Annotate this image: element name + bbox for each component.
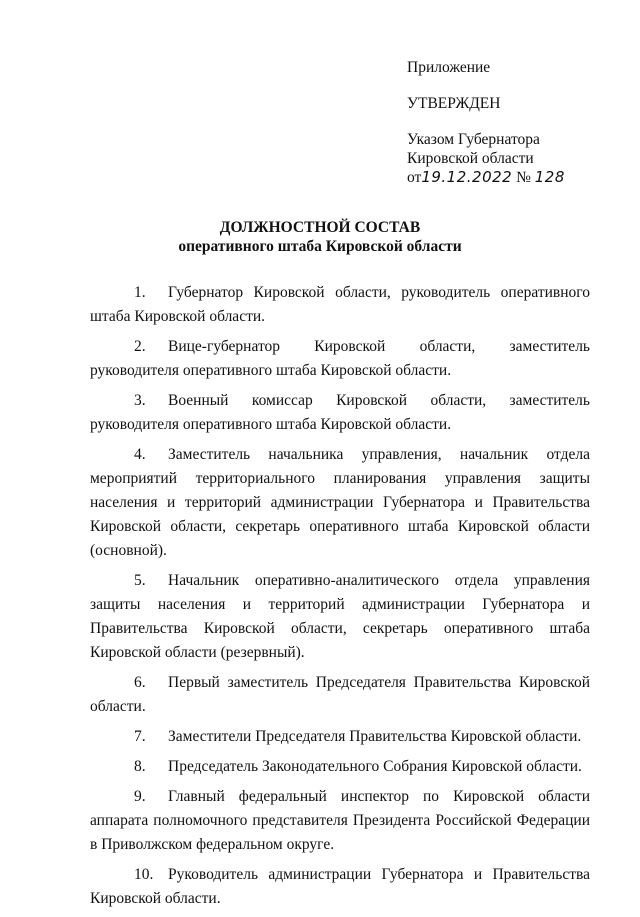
decree-line-1: Указом Губернатора xyxy=(407,131,540,148)
list-item xyxy=(90,671,590,719)
approved-label: УТВЕРЖДЕН xyxy=(407,95,501,112)
item-text: Председатель Законодательного Собрания Кировской области. xyxy=(168,758,582,775)
list-item xyxy=(90,863,590,911)
number-sign: № xyxy=(516,169,531,186)
item-number: 6. xyxy=(134,674,146,691)
item-text: Начальник оперативно-аналитического отдела управления защиты населения и территорий администрации Губернатора и Правительства Кировской области, секретарь оперативного штаба Кировской области (резервный). xyxy=(90,572,590,661)
approval-block xyxy=(407,58,627,187)
list-item xyxy=(90,785,590,857)
item-text: Заместители Председателя Правительства Кировской области. xyxy=(168,728,582,745)
item-text: Руководитель администрации Губернатора и Правительства Кировской области. xyxy=(90,866,590,907)
list-item xyxy=(90,569,590,665)
title-line-1: ДОЛЖНОСТНОЙ СОСТАВ xyxy=(219,219,421,236)
item-text: Вице-губернатор Кировской области, заместитель руководителя оперативного штаба Кировской области. xyxy=(90,338,590,379)
item-number: 8. xyxy=(134,758,146,775)
item-number: 2. xyxy=(134,338,146,355)
decree-line-2: Кировской области xyxy=(407,150,534,167)
item-number: 4. xyxy=(134,446,146,463)
handwritten-date: 19.12.2022 xyxy=(421,168,513,186)
document-title xyxy=(0,218,640,256)
composition-list xyxy=(90,281,590,917)
decree-date-line xyxy=(407,168,627,187)
appendix-label: Приложение xyxy=(407,59,491,76)
list-item xyxy=(90,443,590,563)
title-line-2: оперативного штаба Кировской области xyxy=(178,238,462,255)
list-item xyxy=(90,335,590,383)
item-text: Заместитель начальника управления, начальник отдела мероприятий территориального планирования управления защиты населения и территорий администрации Губернатора и Правительства Кировской области, секретарь оперативного штаба Кировской области (основной). xyxy=(90,446,590,559)
handwritten-number: 128 xyxy=(534,168,565,186)
item-number: 9. xyxy=(134,788,146,805)
item-text: Первый заместитель Председателя Правительства Кировской области. xyxy=(90,674,590,715)
date-prefix: от xyxy=(407,169,422,186)
item-number: 10. xyxy=(134,866,154,883)
item-text: Военный комиссар Кировской области, заместитель руководителя оперативного штаба Кировской области. xyxy=(90,392,590,433)
item-number: 1. xyxy=(134,284,146,301)
item-number: 3. xyxy=(134,392,146,409)
list-item xyxy=(90,725,590,749)
list-item xyxy=(90,281,590,329)
item-text: Губернатор Кировской области, руководитель оперативного штаба Кировской области. xyxy=(90,284,590,325)
list-item xyxy=(90,389,590,437)
item-text: Главный федеральный инспектор по Кировской области аппарата полномочного представителя Президента Российской Федерации в Приволжском федеральном округе. xyxy=(90,788,590,853)
item-number: 7. xyxy=(134,728,146,745)
item-number: 5. xyxy=(134,572,146,589)
list-item xyxy=(90,755,590,779)
